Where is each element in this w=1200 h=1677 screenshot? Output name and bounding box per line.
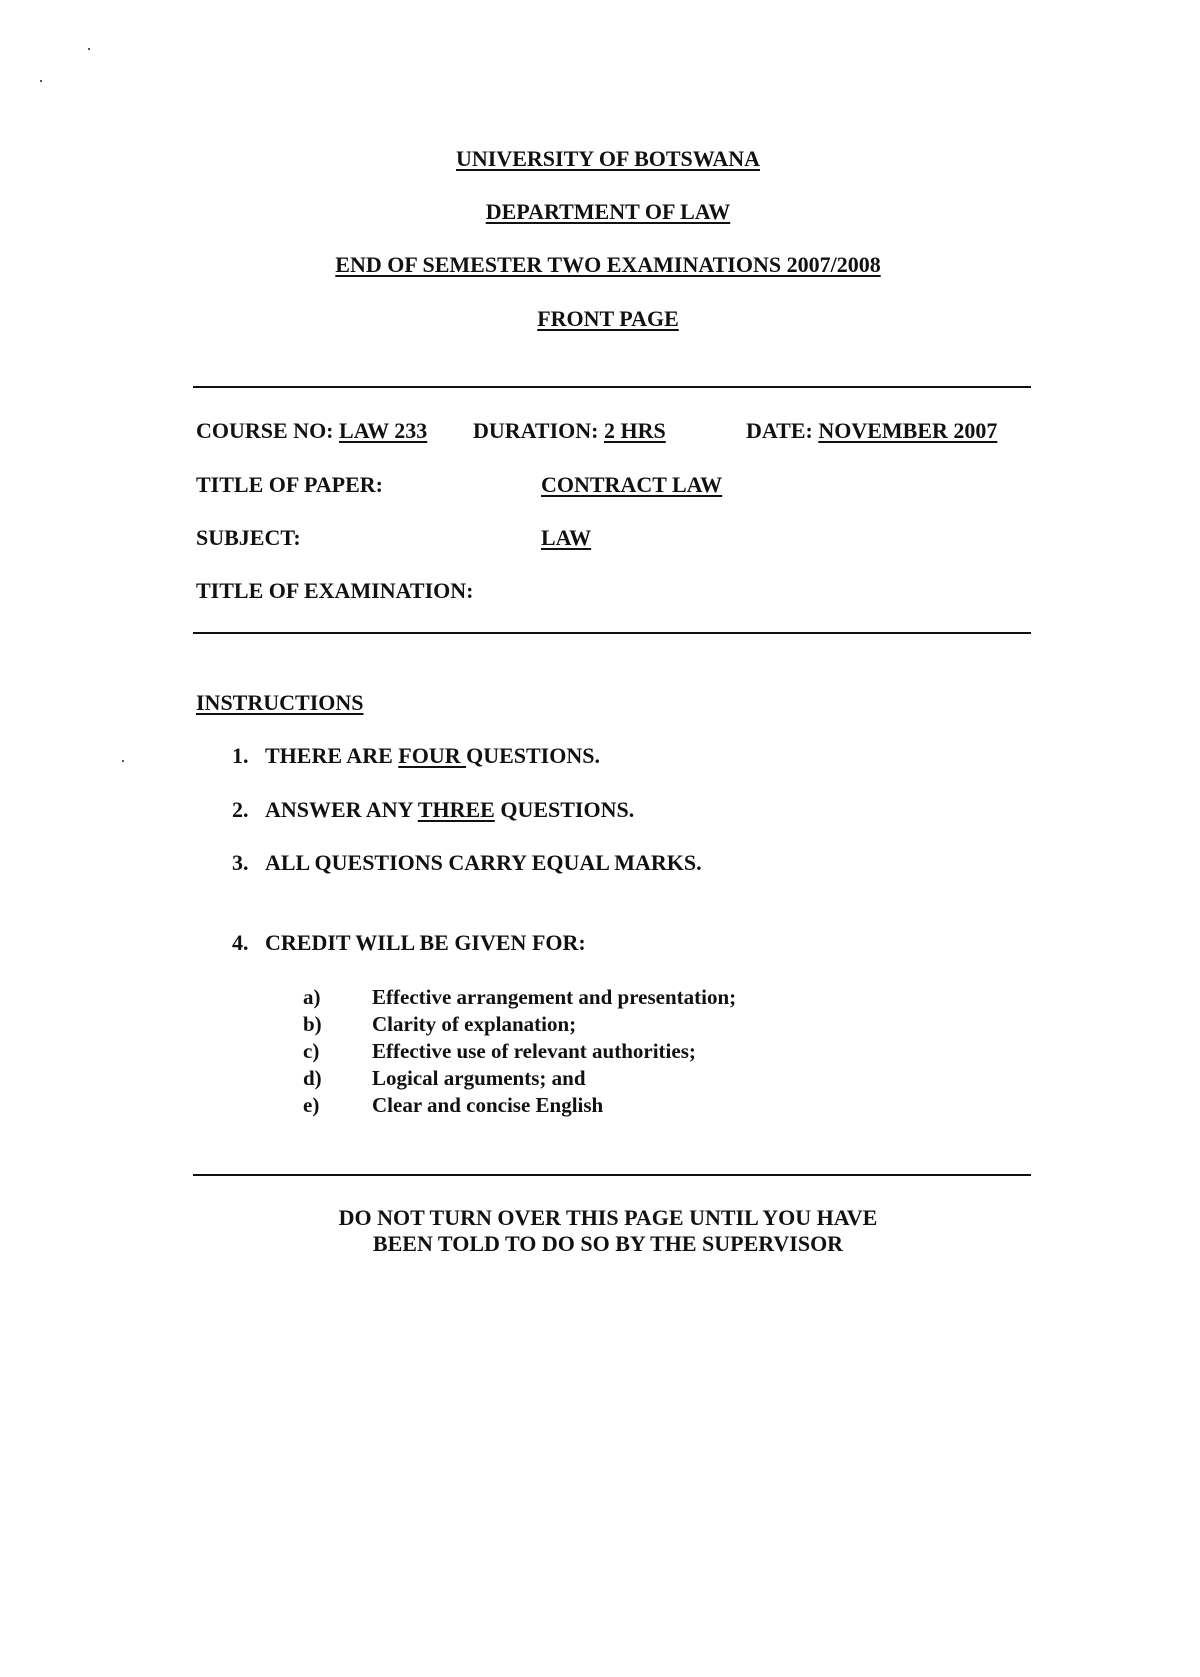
criteria-letter: a) [303,985,321,1009]
exam-session-title-text: END OF SEMESTER TWO EXAMINATIONS 2007/2008 [335,252,881,277]
footer-notice-line-1: DO NOT TURN OVER THIS PAGE UNTIL YOU HAVE [338,1205,878,1230]
criteria-item: Clarity of explanation; [372,1012,577,1036]
department-title [0,199,1200,225]
criteria-item: Clear and concise English [372,1093,604,1117]
scan-speck [40,80,42,82]
instruction-emphasis: THREE [417,797,495,822]
criteria-letter: e) [303,1093,320,1117]
divider-bottom [193,1174,1031,1176]
divider-top [193,386,1031,388]
page-label [0,306,1200,332]
instruction-number: 3. [232,850,249,875]
criteria-letter: b) [303,1012,322,1036]
university-title [0,146,1200,172]
instruction-item-2 [265,797,634,823]
instruction-item-3: ALL QUESTIONS CARRY EQUAL MARKS. [265,850,702,875]
title-of-paper-label: TITLE OF PAPER: [196,472,384,497]
instructions-heading: INSTRUCTIONS [196,690,364,715]
instruction-number: 4. [232,930,249,955]
instruction-text: ANSWER ANY [265,797,418,822]
instruction-text: QUESTIONS. [494,797,635,822]
course-no-value: LAW 233 [339,418,428,443]
date-value: NOVEMBER 2007 [818,418,998,443]
course-no-label: COURSE NO: [196,418,334,443]
instruction-number: 1. [232,743,249,768]
page-label-text: FRONT PAGE [537,306,679,331]
instruction-text: THERE ARE [265,743,399,768]
duration-label: DURATION: [473,418,599,443]
criteria-item: Effective arrangement and presentation; [372,985,737,1009]
footer-notice-line-2: BEEN TOLD TO DO SO BY THE SUPERVISOR [372,1231,844,1256]
department-title-text: DEPARTMENT OF LAW [485,199,731,224]
divider-middle [193,632,1031,634]
criteria-item: Logical arguments; and [372,1066,586,1090]
criteria-letter: d) [303,1066,322,1090]
scan-speck [122,760,124,762]
subject-value: LAW [541,525,592,550]
instruction-number: 2. [232,797,249,822]
scan-speck [88,48,90,50]
instruction-text: QUESTIONS. [466,743,600,768]
instruction-emphasis: FOUR [398,743,467,768]
title-of-exam-label: TITLE OF EXAMINATION: [196,578,474,603]
instruction-item-4: CREDIT WILL BE GIVEN FOR: [265,930,586,955]
exam-session-title [0,252,1200,278]
date-field [746,418,997,444]
date-label: DATE: [746,418,813,443]
course-no-field [196,418,427,444]
duration-field [473,418,666,444]
duration-value: 2 HRS [603,418,666,443]
criteria-item: Effective use of relevant authorities; [372,1039,696,1063]
title-of-paper-value: CONTRACT LAW [541,472,723,497]
university-title-text: UNIVERSITY OF BOTSWANA [456,146,760,171]
instruction-item-1 [265,743,600,769]
subject-label: SUBJECT: [196,525,301,550]
criteria-letter: c) [303,1039,320,1063]
